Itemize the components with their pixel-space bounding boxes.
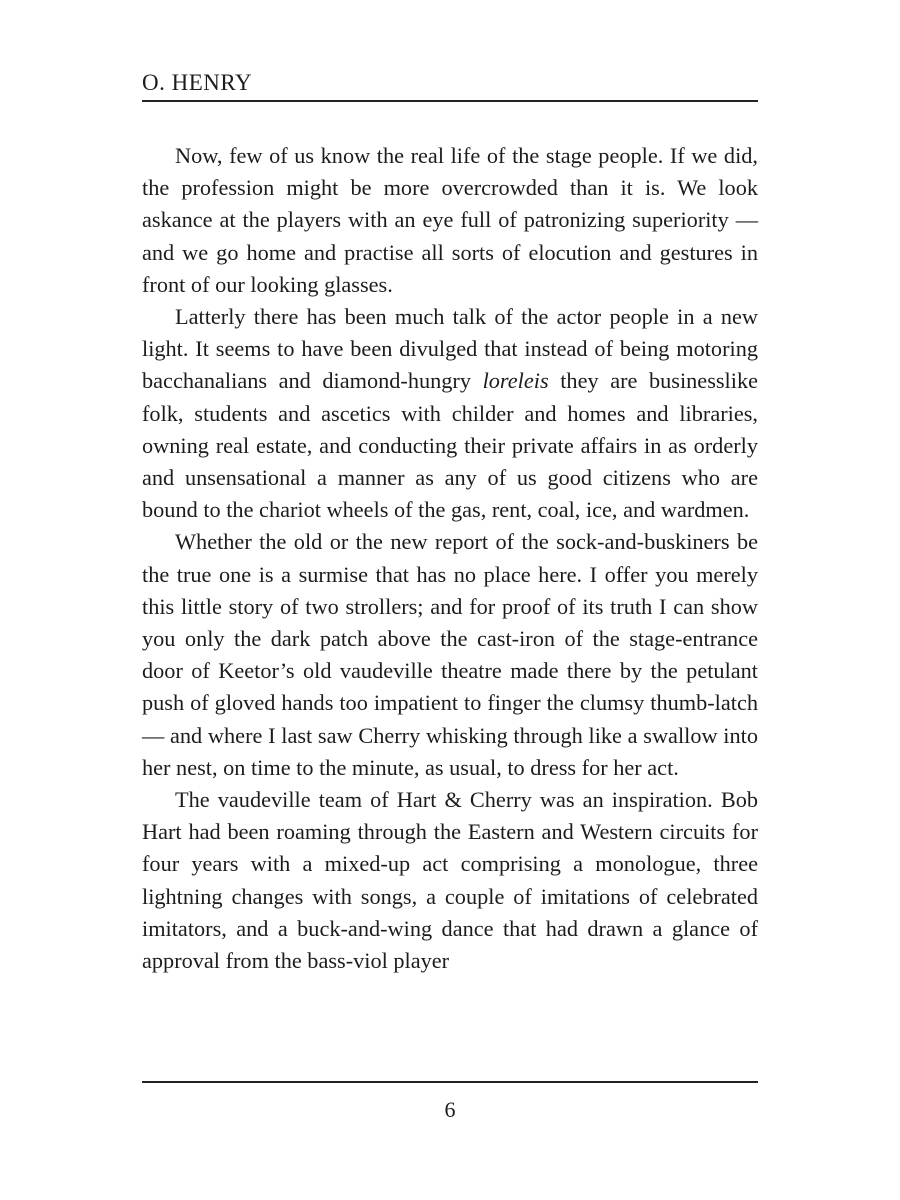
paragraph bbox=[142, 526, 758, 784]
italic-text-segment: loreleis bbox=[482, 368, 549, 394]
text-segment: Now, few of us know the real life of the stage people. If we did, the profession might be more overcrowded than it is. We look askance at the players with an eye full of patronizing superiority — and we go home and practise all sorts of elocution and gestures in front of our looking glasses. bbox=[142, 143, 758, 297]
page-number: 6 bbox=[444, 1097, 456, 1122]
paragraph bbox=[142, 784, 758, 977]
text-segment: The vaudeville team of Hart & Cherry was an inspiration. Bob Hart had been roaming through the Eastern and Western circuits for four years with a mixed-up act comprising a monologue, three lightning changes with songs, a couple of imitations of celebrated imitators, and a buck-and-wing dance that had drawn a glance of approval from the bass-viol player bbox=[142, 787, 758, 974]
footer-rule bbox=[142, 1081, 758, 1083]
body-text bbox=[142, 140, 758, 977]
text-segment: Latterly there has been much talk of the actor people in a new light. It seems to have been divulged that instead of being motoring bacchanalians and diamond-hungry bbox=[142, 304, 758, 394]
header-rule bbox=[142, 100, 758, 102]
text-segment: they are businesslike folk, students and ascetics with childer and homes and libraries, owning real estate, and conducting their private affairs in as orderly and unsensational a manner as any of us good citizens who are bound to the chariot wheels of the gas, rent, coal, ice, and wardmen. bbox=[142, 368, 758, 523]
paragraph bbox=[142, 140, 758, 301]
text-segment: Whether the old or the new report of the sock-and-buskiners be the true one is a surmise that has no place here. I offer you merely this little story of two strollers; and for proof of its truth I can show you only the dark patch above the cast-iron of the stage-entrance door of Keetor’s old vaudeville theatre made there by the petulant push of gloved hands too impatient to finger the clumsy thumb-latch — and where I last saw Cherry whisking through like a swallow into her nest, on time to the minute, as usual, to dress for her act. bbox=[142, 529, 758, 780]
paragraph bbox=[142, 301, 758, 526]
running-head-author: O. HENRY bbox=[142, 70, 253, 95]
